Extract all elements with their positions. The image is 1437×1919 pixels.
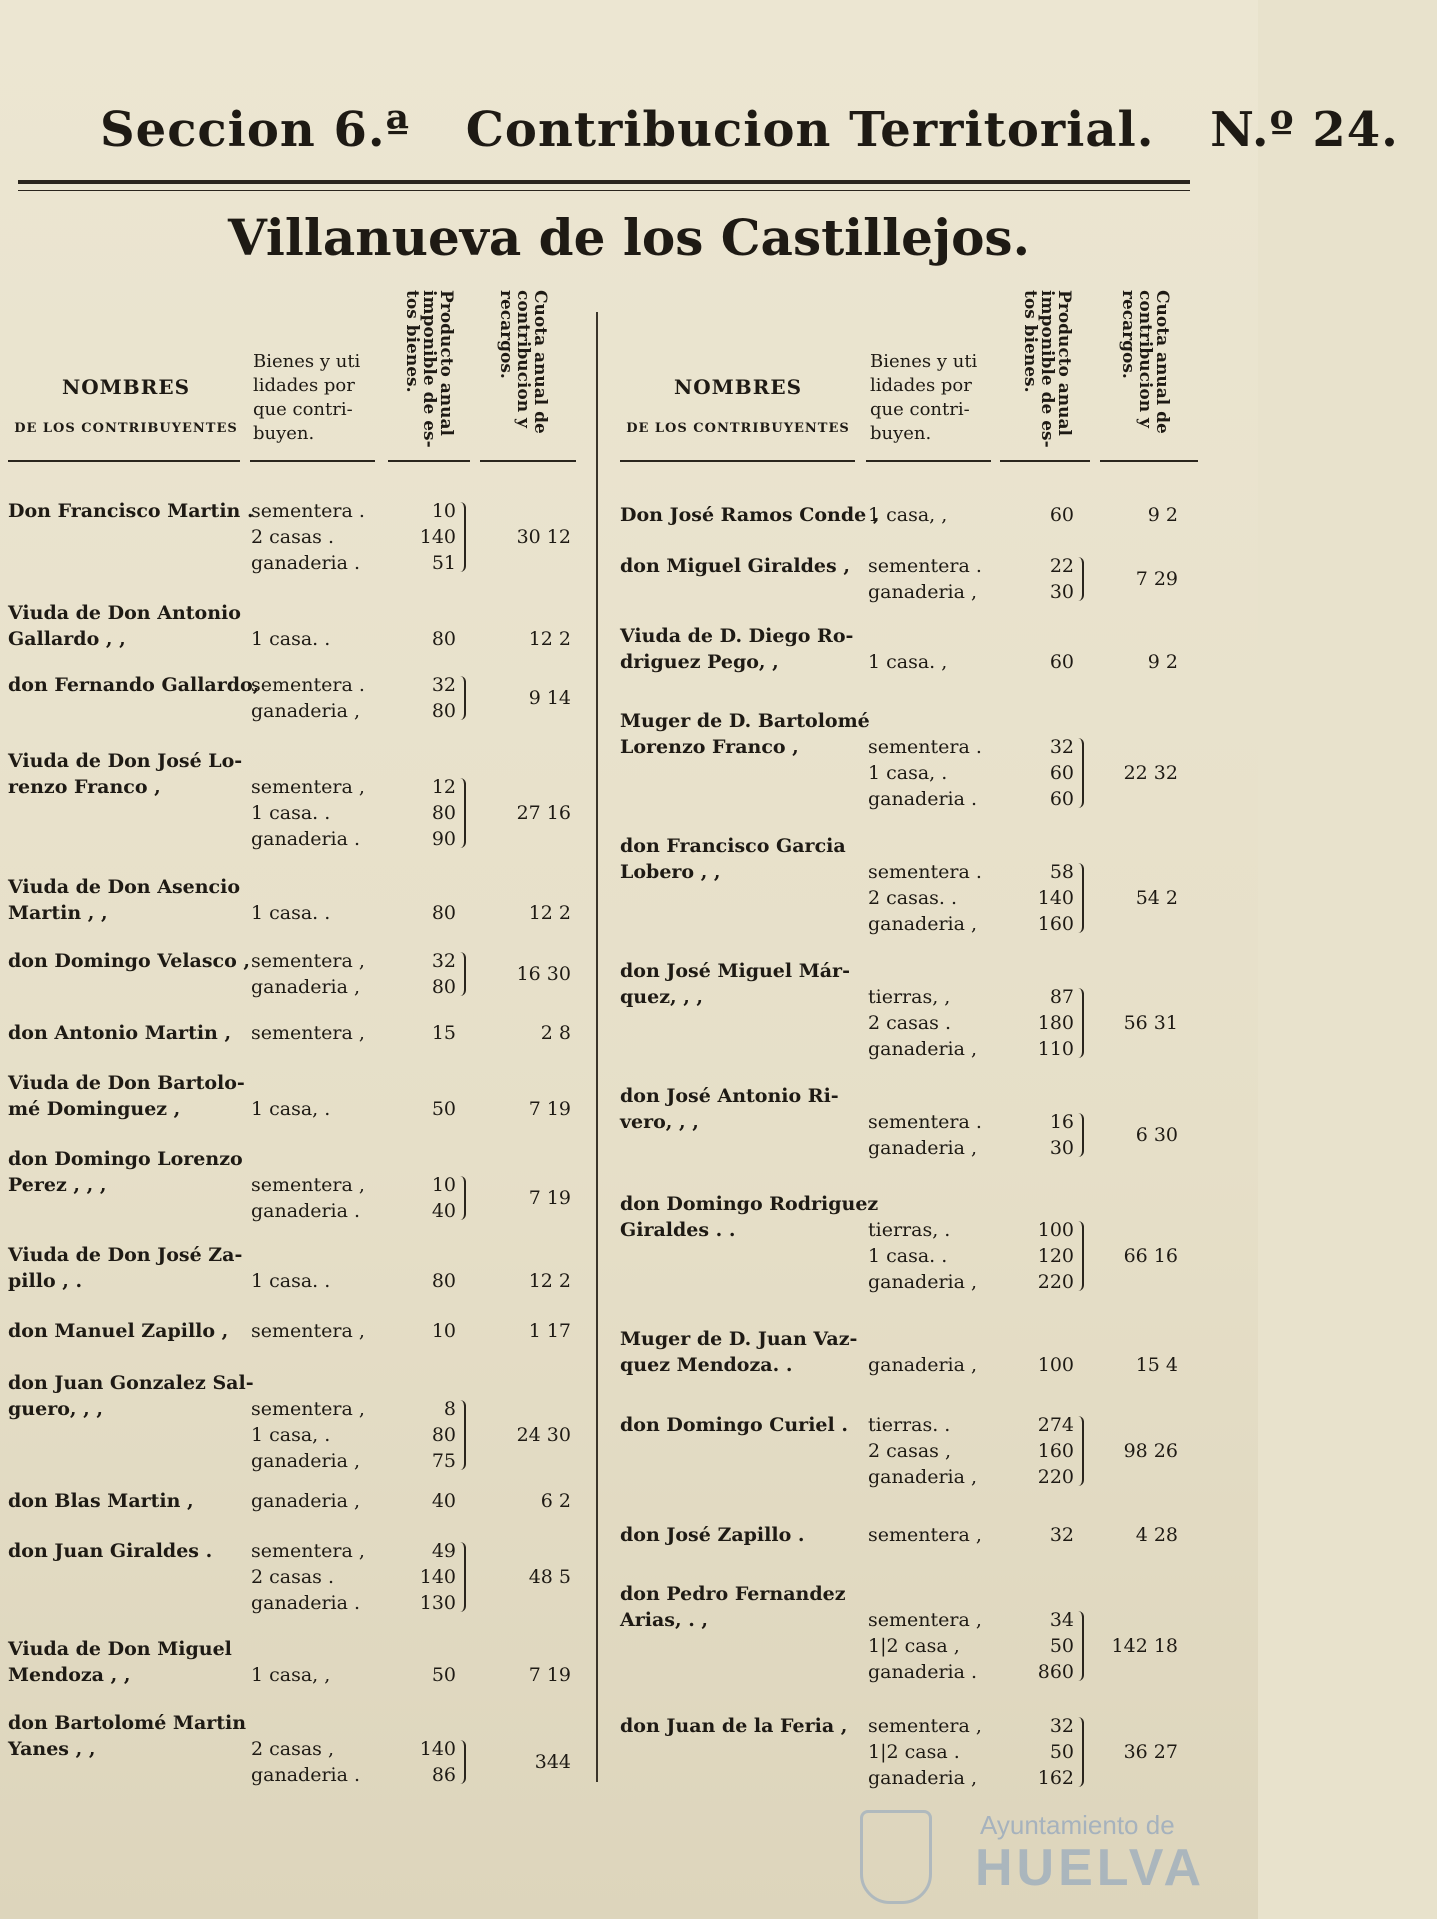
product-values <box>1024 1713 1074 1791</box>
product-value: 34 <box>1049 1609 1074 1631</box>
contributor-name: don Domingo Velasco , <box>8 950 251 972</box>
product-value: 220 <box>1037 1271 1074 1293</box>
property-item: 1 casa, , <box>251 1664 331 1686</box>
town-title: Villanueva de los Castillejos. <box>228 208 1030 267</box>
property-item: tierras, , <box>868 986 951 1008</box>
header-title: Contribucion Territorial. <box>465 102 1155 158</box>
product-values <box>406 672 456 724</box>
brace <box>1076 1416 1084 1486</box>
brace <box>458 676 466 720</box>
product-values <box>406 900 456 926</box>
product-value: 30 <box>1049 581 1074 603</box>
quota-value: 66 16 <box>1123 1245 1178 1267</box>
property-item: ganaderia , <box>868 581 978 603</box>
quota-value: 12 2 <box>528 902 571 924</box>
contributor-name: Don Francisco Martin . <box>8 500 254 522</box>
product-value: 90 <box>431 828 456 850</box>
header-line <box>620 460 855 462</box>
product-value: 50 <box>1049 1635 1074 1657</box>
product-value: 860 <box>1037 1661 1074 1683</box>
product-values <box>406 948 456 1000</box>
brace <box>458 952 466 996</box>
product-value: 32 <box>431 674 456 696</box>
product-value: 32 <box>1049 1524 1074 1546</box>
property-item: 1 casa, , <box>868 504 948 526</box>
property-item: ganaderia . <box>251 1592 361 1614</box>
product-value: 86 <box>431 1764 456 1786</box>
quota-value: 36 27 <box>1123 1741 1178 1763</box>
property-item: sementera , <box>251 1320 365 1342</box>
contributor-name: Viuda de Don Bartolo- mé Dominguez , <box>8 1072 245 1120</box>
property-item: sementera , <box>251 1398 365 1420</box>
property-item: sementera , <box>251 1540 365 1562</box>
product-values <box>1024 1109 1074 1161</box>
product-values <box>406 1318 456 1344</box>
property-item: sementera . <box>868 555 982 577</box>
header-rule-thick <box>18 180 1190 184</box>
property-item: ganaderia , <box>868 1767 978 1789</box>
product-value: 75 <box>431 1450 456 1472</box>
header-cuota: Cuota anual de contribucion y recargos. <box>496 290 550 434</box>
product-value: 40 <box>431 1490 456 1512</box>
product-values <box>1024 859 1074 937</box>
product-value: 32 <box>431 950 456 972</box>
contributor-name: don Miguel Giraldes , <box>620 555 850 577</box>
property-item: 1 casa, . <box>251 1098 331 1120</box>
product-values <box>406 1020 456 1046</box>
property-item: 1 casa. . <box>251 1270 331 1292</box>
header-line <box>480 460 576 462</box>
product-value: 87 <box>1049 986 1074 1008</box>
header-line <box>250 460 375 462</box>
property-item: ganaderia , <box>868 913 978 935</box>
property-item: sementera , <box>868 1715 982 1737</box>
quota-value: 16 30 <box>516 963 571 985</box>
product-value: 10 <box>431 1174 456 1196</box>
product-value: 32 <box>1049 1715 1074 1737</box>
product-value: 10 <box>431 1320 456 1342</box>
property-item: 2 casas , <box>251 1738 335 1760</box>
property-item: ganaderia . <box>868 788 978 810</box>
header-names-label: NOMBRES <box>673 375 803 399</box>
product-value: 15 <box>431 1022 456 1044</box>
product-value: 16 <box>1049 1111 1074 1133</box>
property-list <box>868 1412 977 1490</box>
header-producto: Producto anual imponible de es- tos bienes. <box>1020 290 1074 448</box>
brace <box>458 1176 466 1220</box>
quota-value: 2 8 <box>540 1022 571 1044</box>
property-item: 1 casa, . <box>251 1424 331 1446</box>
quota-value: 27 16 <box>516 802 571 824</box>
property-item: 1 casa, . <box>868 762 948 784</box>
contributor-name: Viuda de Don José Lo- renzo Franco , <box>8 750 243 798</box>
brace <box>458 502 466 572</box>
product-value: 80 <box>431 976 456 998</box>
property-list <box>251 1396 365 1474</box>
property-list <box>251 1172 365 1224</box>
property-list <box>868 1352 977 1378</box>
brace <box>458 1740 466 1784</box>
brace <box>1076 738 1084 808</box>
property-list <box>868 649 947 675</box>
product-value: 51 <box>431 552 456 574</box>
quota-value: 9 2 <box>1147 504 1178 526</box>
product-value: 40 <box>431 1200 456 1222</box>
quota-value: 9 14 <box>528 687 571 709</box>
product-value: 162 <box>1037 1767 1074 1789</box>
contributor-name: don Fernando Gallardo, <box>8 674 260 696</box>
product-value: 50 <box>431 1664 456 1686</box>
product-value: 80 <box>431 700 456 722</box>
property-list <box>251 672 365 724</box>
quota-value: 98 26 <box>1123 1440 1178 1462</box>
contributor-name: Viuda de Don Asencio Martin , , <box>8 876 241 924</box>
contributor-name: Viuda de Don José Za- pillo , . <box>8 1244 243 1292</box>
property-item: 1|2 casa . <box>868 1741 960 1763</box>
quota-value: 22 32 <box>1123 762 1178 784</box>
product-values <box>1024 502 1074 528</box>
brace <box>1076 1221 1084 1291</box>
quota-value: 24 30 <box>516 1424 571 1446</box>
property-item: ganaderia . <box>251 828 361 850</box>
brace <box>1076 1611 1084 1681</box>
contributor-name: don Domingo Curiel . <box>620 1414 848 1436</box>
product-value: 110 <box>1037 1038 1074 1060</box>
property-list <box>251 1488 360 1514</box>
contributor-name: Muger de D. Juan Vaz- quez Mendoza. . <box>620 1328 858 1376</box>
header-cuota: Cuota anual de contribucion y recargos. <box>1118 290 1172 434</box>
property-item: 2 casas , <box>868 1440 952 1462</box>
property-item: sementera , <box>868 1609 982 1631</box>
property-item: sementera . <box>868 1111 982 1133</box>
property-list <box>868 502 947 528</box>
quota-value: 344 <box>534 1751 571 1773</box>
contributor-name: Viuda de D. Diego Ro- driguez Pego, , <box>620 625 854 673</box>
contributor-name: don Manuel Zapillo , <box>8 1320 229 1342</box>
header-line <box>1100 460 1198 462</box>
property-item: sementera . <box>868 736 982 758</box>
product-value: 12 <box>431 776 456 798</box>
product-value: 80 <box>431 628 456 650</box>
header-producto: Producto anual imponible de es- tos bienes. <box>402 290 456 448</box>
quota-value: 7 19 <box>528 1187 571 1209</box>
product-value: 58 <box>1049 861 1074 883</box>
contributor-name: don Francisco Garcia Lobero , , <box>620 835 846 883</box>
contributor-name: Don José Ramos Conde , <box>620 504 880 526</box>
product-value: 49 <box>431 1540 456 1562</box>
product-values <box>406 1172 456 1224</box>
product-value: 140 <box>419 526 456 548</box>
product-values <box>1024 649 1074 675</box>
property-list <box>251 774 365 852</box>
contributor-name: don Domingo Lorenzo Perez , , , <box>8 1148 243 1196</box>
property-item: 1 casa. . <box>251 628 331 650</box>
product-values <box>1024 1412 1074 1490</box>
property-list <box>251 900 330 926</box>
quota-value: 7 29 <box>1135 568 1178 590</box>
quota-value: 12 2 <box>528 1270 571 1292</box>
coat-of-arms-icon <box>860 1810 932 1904</box>
property-list <box>251 1318 365 1344</box>
product-values <box>1024 1522 1074 1548</box>
quota-value: 6 2 <box>540 1490 571 1512</box>
property-item: 2 casas . <box>251 526 335 548</box>
property-item: ganaderia , <box>251 700 361 722</box>
product-value: 100 <box>1037 1354 1074 1376</box>
property-item: ganaderia . <box>251 1764 361 1786</box>
product-values <box>406 1268 456 1294</box>
quota-value: 9 2 <box>1147 651 1178 673</box>
product-values <box>406 1096 456 1122</box>
quota-value: 4 28 <box>1135 1524 1178 1546</box>
quota-value: 48 5 <box>528 1566 571 1588</box>
product-values <box>1024 734 1074 812</box>
brace <box>458 778 466 848</box>
product-value: 60 <box>1049 504 1074 526</box>
product-values <box>406 1488 456 1514</box>
header-names <box>620 375 856 436</box>
property-item: sementera , <box>251 1022 365 1044</box>
header-names <box>8 375 244 436</box>
property-item: sementera , <box>868 1524 982 1546</box>
property-item: ganaderia . <box>251 552 361 574</box>
product-values <box>406 1736 456 1788</box>
product-value: 140 <box>419 1738 456 1760</box>
property-item: 1 casa. . <box>251 902 331 924</box>
product-value: 60 <box>1049 651 1074 673</box>
header-names-sub: DE LOS CONTRIBUYENTES <box>626 421 850 436</box>
product-value: 80 <box>431 802 456 824</box>
property-list <box>251 1096 330 1122</box>
property-list <box>251 626 330 652</box>
contributor-name: don Bartolomé Martin Yanes , , <box>8 1712 247 1760</box>
header-line <box>866 460 991 462</box>
quota-value: 15 4 <box>1135 1354 1178 1376</box>
header-bienes: Bienes y uti lidades por que contri- buyen. <box>253 351 361 444</box>
property-item: sementera . <box>868 861 982 883</box>
property-list <box>868 1217 977 1295</box>
property-item: ganaderia , <box>251 1490 361 1512</box>
property-item: tierras, . <box>868 1219 951 1241</box>
property-list <box>251 1538 365 1616</box>
product-value: 60 <box>1049 762 1074 784</box>
watermark-line2: HUELVA <box>975 1839 1206 1897</box>
property-list <box>868 734 982 812</box>
quota-value: 7 19 <box>528 1098 571 1120</box>
product-value: 100 <box>1037 1219 1074 1241</box>
product-value: 10 <box>431 500 456 522</box>
property-item: 2 casas . <box>868 1012 952 1034</box>
product-value: 80 <box>431 1270 456 1292</box>
brace <box>1076 557 1084 601</box>
property-item: sementera , <box>251 776 365 798</box>
contributor-name: don Pedro Fernandez Arias, . , <box>620 1583 846 1631</box>
contributor-name: don Blas Martin , <box>8 1490 194 1512</box>
property-item: ganaderia , <box>868 1137 978 1159</box>
contributor-name: Muger de D. Bartolomé Lorenzo Franco , <box>620 710 870 758</box>
product-values <box>1024 553 1074 605</box>
quota-value: 7 19 <box>528 1664 571 1686</box>
header-names-label: NOMBRES <box>61 375 191 399</box>
property-item: ganaderia . <box>251 1200 361 1222</box>
property-list <box>251 1268 330 1294</box>
product-values <box>406 1538 456 1616</box>
brace <box>1076 1113 1084 1157</box>
product-value: 22 <box>1049 555 1074 577</box>
quota-value: 142 18 <box>1111 1635 1178 1657</box>
product-value: 50 <box>1049 1741 1074 1763</box>
product-value: 140 <box>1037 887 1074 909</box>
column-divider <box>596 312 598 1782</box>
product-values <box>1024 1352 1074 1378</box>
property-list <box>868 1607 982 1685</box>
product-values <box>1024 1607 1074 1685</box>
property-list <box>251 948 365 1000</box>
product-value: 60 <box>1049 788 1074 810</box>
property-item: 1 casa. . <box>868 1245 948 1267</box>
property-item: 1 casa. . <box>251 802 331 824</box>
property-list <box>868 1713 982 1791</box>
product-value: 8 <box>443 1398 456 1420</box>
contributor-name: don José Zapillo . <box>620 1524 805 1546</box>
property-item: ganaderia , <box>251 976 361 998</box>
quota-value: 56 31 <box>1123 1012 1178 1034</box>
contributor-name: don Juan Giraldes . <box>8 1540 213 1562</box>
property-list <box>251 1020 365 1046</box>
property-item: ganaderia , <box>868 1038 978 1060</box>
quota-value: 12 2 <box>528 628 571 650</box>
left-column <box>8 290 588 1786</box>
product-value: 160 <box>1037 1440 1074 1462</box>
product-value: 50 <box>431 1098 456 1120</box>
property-item: sementera , <box>251 950 365 972</box>
property-list <box>868 1522 982 1548</box>
product-value: 130 <box>419 1592 456 1614</box>
contributor-name: don Antonio Martin , <box>8 1022 232 1044</box>
contributor-name: Viuda de Don Miguel Mendoza , , <box>8 1638 232 1686</box>
product-values <box>406 626 456 652</box>
property-list <box>251 1662 330 1688</box>
watermark-line1: Ayuntamiento de <box>980 1810 1175 1840</box>
header-rule-thin <box>18 190 1190 191</box>
product-values <box>1024 984 1074 1062</box>
property-item: ganaderia , <box>251 1450 361 1472</box>
contributor-name: don José Miguel Már- quez, , , <box>620 960 850 1008</box>
product-value: 80 <box>431 1424 456 1446</box>
property-item: ganaderia , <box>868 1466 978 1488</box>
contributor-name: don Juan de la Feria , <box>620 1715 848 1737</box>
quota-value: 1 17 <box>528 1320 571 1342</box>
property-item: 1|2 casa , <box>868 1635 960 1657</box>
property-list <box>251 498 365 576</box>
property-item: 2 casas. . <box>868 887 958 909</box>
property-list <box>868 1109 982 1161</box>
right-column <box>620 290 1200 1789</box>
brace <box>458 1400 466 1470</box>
property-item: 1 casa. , <box>868 651 948 673</box>
product-values <box>1024 1217 1074 1295</box>
property-item: ganaderia , <box>868 1354 978 1376</box>
product-value: 80 <box>431 902 456 924</box>
brace <box>1076 1717 1084 1787</box>
brace <box>458 1542 466 1612</box>
header-line <box>388 460 470 462</box>
quota-value: 6 30 <box>1135 1124 1178 1146</box>
property-item: sementera . <box>251 500 365 522</box>
property-list <box>868 984 977 1062</box>
property-item: 2 casas . <box>251 1566 335 1588</box>
property-item: tierras. . <box>868 1414 951 1436</box>
product-value: 220 <box>1037 1466 1074 1488</box>
product-values <box>406 1662 456 1688</box>
property-item: sementera , <box>251 1174 365 1196</box>
product-value: 30 <box>1049 1137 1074 1159</box>
page-number: N.º 24. <box>1210 102 1399 158</box>
product-value: 180 <box>1037 1012 1074 1034</box>
property-item: ganaderia . <box>868 1661 978 1683</box>
header-bienes: Bienes y uti lidades por que contri- buyen. <box>870 351 978 444</box>
property-list <box>251 1736 360 1788</box>
page-header <box>100 102 1399 158</box>
product-value: 160 <box>1037 913 1074 935</box>
header-line <box>8 460 240 462</box>
property-list <box>868 553 982 605</box>
brace <box>1076 863 1084 933</box>
product-values <box>406 774 456 852</box>
product-values <box>406 498 456 576</box>
product-value: 32 <box>1049 736 1074 758</box>
product-values <box>406 1396 456 1474</box>
contributor-name: don Juan Gonzalez Sal- guero, , , <box>8 1372 254 1420</box>
watermark <box>860 1810 1220 1905</box>
quota-value: 30 12 <box>516 526 571 548</box>
property-item: sementera . <box>251 674 365 696</box>
property-item: ganaderia , <box>868 1271 978 1293</box>
header-line <box>1000 460 1090 462</box>
product-value: 274 <box>1037 1414 1074 1436</box>
section-label: Seccion 6.ª <box>100 102 410 158</box>
product-value: 120 <box>1037 1245 1074 1267</box>
quota-value: 54 2 <box>1135 887 1178 909</box>
contributor-name: Viuda de Don Antonio Gallardo , , <box>8 602 241 650</box>
property-list <box>868 859 982 937</box>
header-names-sub: DE LOS CONTRIBUYENTES <box>14 421 238 436</box>
product-value: 140 <box>419 1566 456 1588</box>
contributor-name: don José Antonio Ri- vero, , , <box>620 1085 839 1133</box>
brace <box>1076 988 1084 1058</box>
contributor-name: don Domingo Rodriguez Giraldes . . <box>620 1193 879 1241</box>
